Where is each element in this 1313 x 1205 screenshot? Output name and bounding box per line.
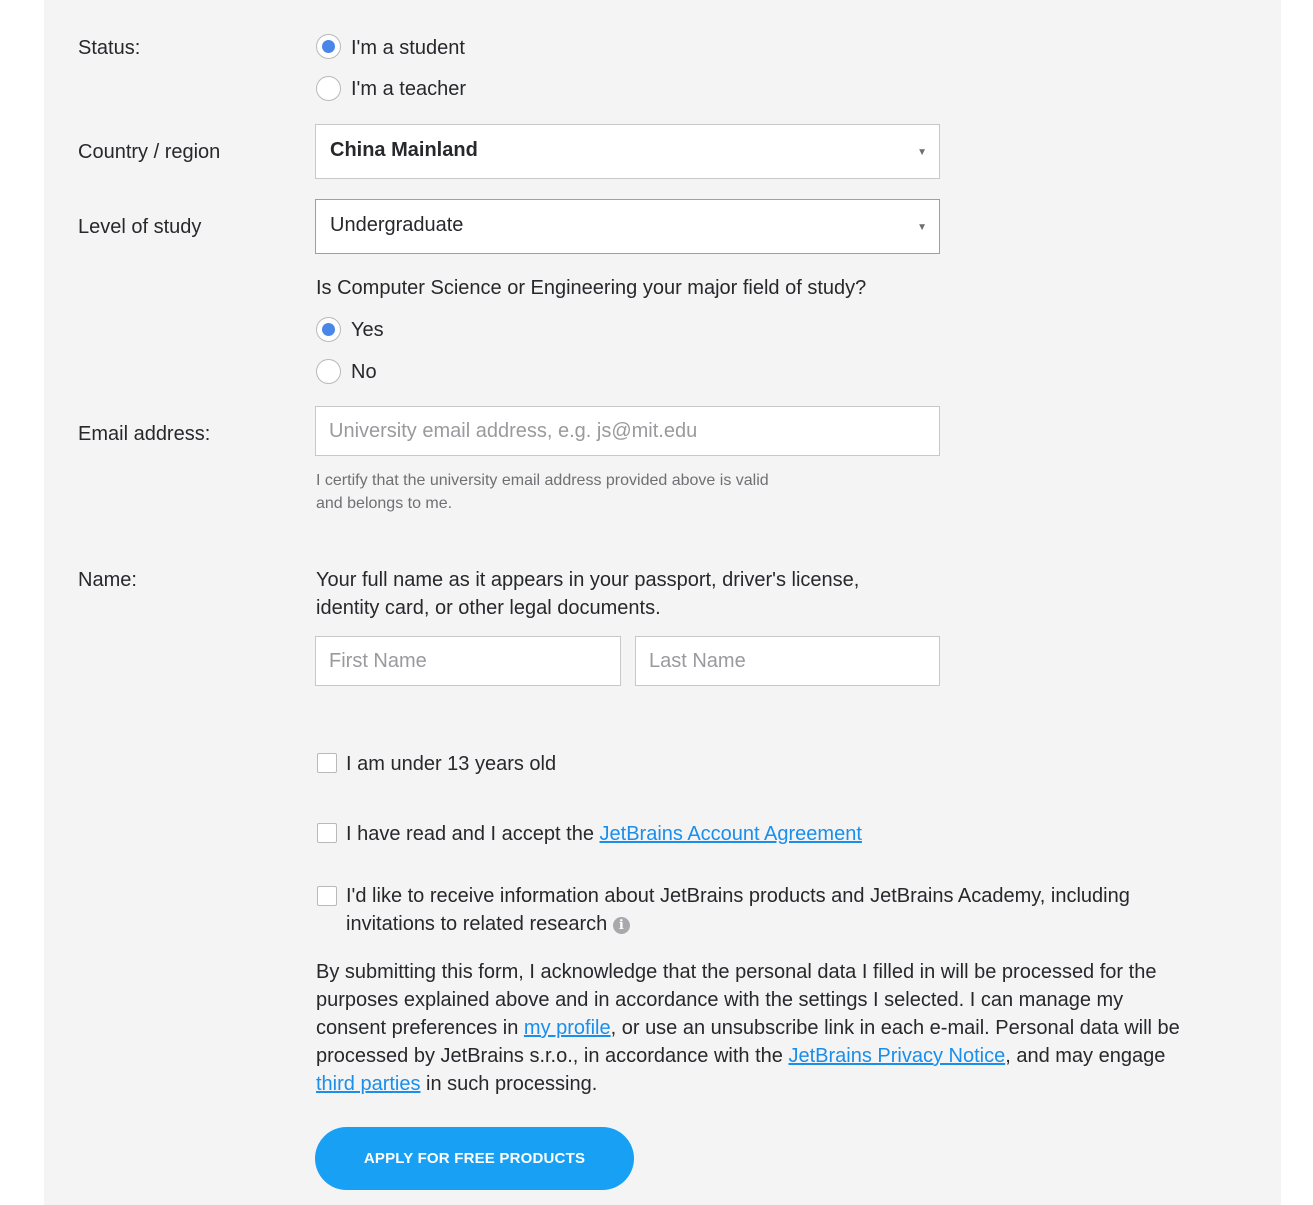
email-label: Email address: — [78, 423, 211, 445]
name-description — [316, 566, 859, 622]
marketing-line1[interactable]: I'd like to receive information about JetBrains products and JetBrains Academy, including — [346, 885, 1130, 907]
major-no-label[interactable]: No — [351, 361, 377, 383]
chevron-down-icon: ▼ — [917, 222, 927, 233]
major-yes-radio[interactable] — [316, 317, 341, 342]
name-label: Name: — [78, 569, 137, 591]
chevron-down-icon: ▼ — [917, 147, 927, 158]
apply-button[interactable]: APPLY FOR FREE PRODUCTS — [315, 1127, 634, 1190]
name-description-line2: identity card, or other legal documents. — [316, 597, 661, 619]
info-icon[interactable]: i — [613, 917, 630, 934]
level-select-value: Undergraduate — [330, 214, 464, 236]
email-hint-line1: I certify that the university email address provided above is valid — [316, 472, 769, 489]
consent-line1: By submitting this form, I acknowledge that the personal data I filled in will be processed for the — [316, 961, 1157, 983]
major-no-radio[interactable] — [316, 359, 341, 384]
email-input[interactable] — [315, 406, 940, 456]
marketing-label — [346, 882, 1130, 938]
level-label: Level of study — [78, 216, 202, 238]
marketing-line2[interactable]: invitations to related research — [346, 913, 613, 935]
agreement-checkbox[interactable] — [317, 823, 337, 843]
consent-line4-prefix: processed by JetBrains s.r.o., in accordance with the — [316, 1045, 789, 1067]
status-label: Status: — [78, 37, 141, 59]
consent-line5-suffix: in such processing. — [420, 1073, 598, 1095]
first-name-input[interactable] — [315, 636, 621, 686]
country-select-value: China Mainland — [330, 139, 478, 161]
consent-line3-prefix: consent preferences in — [316, 1017, 524, 1039]
agreement-prefix[interactable]: I have read and I accept the — [346, 823, 600, 845]
under13-checkbox[interactable] — [317, 753, 337, 773]
email-hint — [316, 469, 769, 515]
level-select[interactable] — [315, 199, 940, 254]
country-select[interactable] — [315, 124, 940, 179]
teacher-radio-label[interactable]: I'm a teacher — [351, 78, 466, 100]
agreement-label — [346, 823, 862, 846]
third-parties-link[interactable]: third parties — [316, 1073, 421, 1095]
teacher-radio[interactable] — [316, 76, 341, 101]
consent-paragraph — [316, 958, 1180, 1098]
name-description-line1: Your full name as it appears in your passport, driver's license, — [316, 569, 860, 591]
consent-line3-suffix: , or use an unsubscribe link in each e-mail. Personal data will be — [610, 1017, 1180, 1039]
privacy-notice-link[interactable]: JetBrains Privacy Notice — [788, 1045, 1006, 1067]
student-radio[interactable] — [316, 34, 341, 59]
my-profile-link[interactable]: my profile — [523, 1017, 611, 1039]
country-label: Country / region — [78, 141, 221, 163]
major-question: Is Computer Science or Engineering your major field of study? — [316, 277, 867, 299]
account-agreement-link[interactable]: JetBrains Account Agreement — [599, 823, 862, 845]
major-yes-label[interactable]: Yes — [351, 319, 384, 341]
consent-line2: purposes explained above and in accordance with the settings I selected. I can manage my — [316, 989, 1124, 1011]
under13-label[interactable]: I am under 13 years old — [346, 753, 557, 775]
last-name-input[interactable] — [635, 636, 940, 686]
marketing-checkbox[interactable] — [317, 886, 337, 906]
email-hint-line2: and belongs to me. — [316, 495, 453, 512]
consent-line4-suffix: , and may engage — [1005, 1045, 1166, 1067]
student-radio-label[interactable]: I'm a student — [351, 37, 465, 59]
